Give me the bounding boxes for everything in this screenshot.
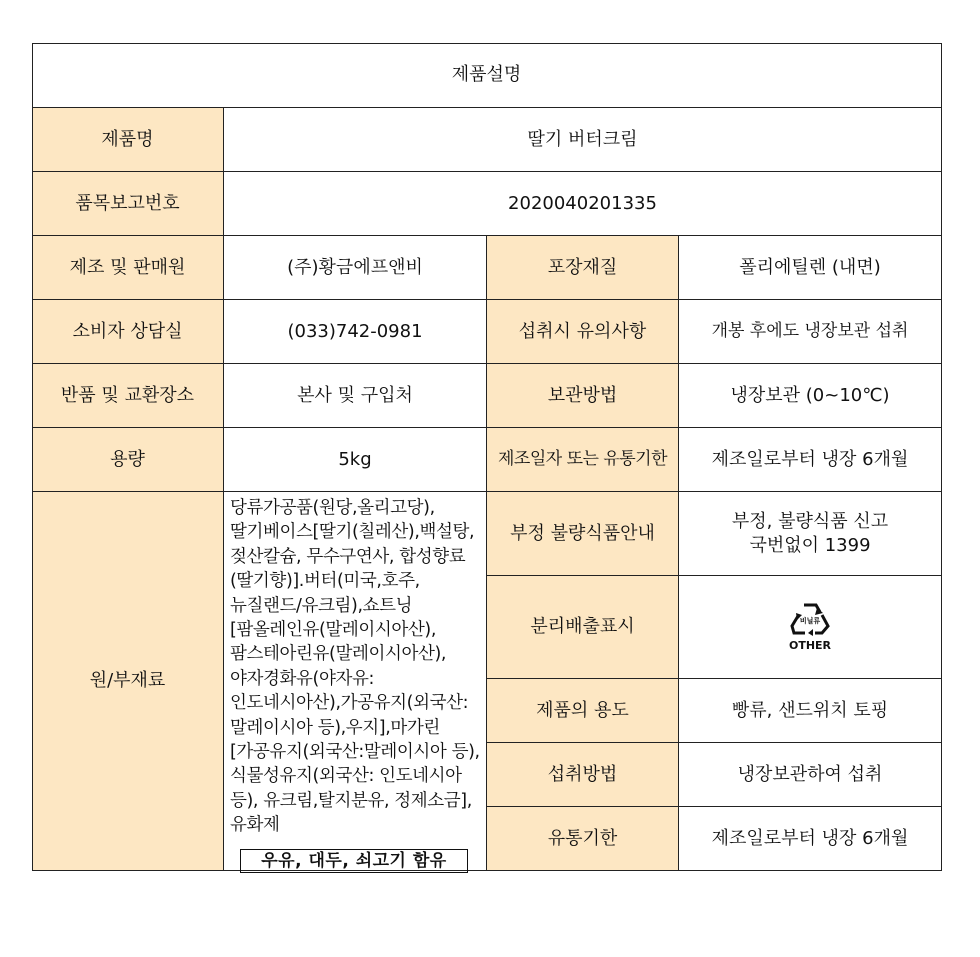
label-consumer-center: 소비자 상담실	[32, 300, 224, 364]
label-expiry-info: 제조일자 또는 유통기한	[487, 428, 679, 492]
value-bad-food	[679, 492, 942, 576]
recycle-icon	[788, 601, 832, 637]
label-usage: 제품의 용도	[487, 679, 679, 743]
value-packaging: 폴리에틸렌 (내면)	[679, 236, 942, 300]
label-ingredients: 원/부재료	[32, 492, 224, 871]
value-consumer-center: (033)742-0981	[224, 300, 487, 364]
value-product-name: 딸기 버터크림	[224, 108, 942, 172]
label-product-name: 제품명	[32, 108, 224, 172]
value-report-number: 2020040201335	[224, 172, 942, 236]
value-intake-method: 냉장보관하여 섭취	[679, 743, 942, 807]
recycle-mark	[788, 601, 832, 653]
label-intake-method: 섭취방법	[487, 743, 679, 807]
label-intake-caution: 섭취시 유의사항	[487, 300, 679, 364]
recycle-sub-label: OTHER	[788, 638, 832, 652]
label-manufacturer: 제조 및 판매원	[32, 236, 224, 300]
label-storage: 보관방법	[487, 364, 679, 428]
ingredients-text: 당류가공품(원당,올리고당),딸기베이스[딸기(칠레산),백설탕,젖산칼슘, 무수구연사, 합성향료(딸기향)].버터(미국,호주,뉴질랜드/유크림),쇼트닝[팜올레인유(말레이시아산),팜스테아린유(말레이시아산),야자경화유(야자유:인도네시아산),가공유지(외국산:말레이시아 등),우지],마가린[가공유지(외국산:말레이시아 등),식물성유지(외국산: 인도네시아 등), 유크림,탈지분유, 정제소금],유화제	[230, 498, 480, 836]
label-report-number: 품목보고번호	[32, 172, 224, 236]
label-bad-food: 부정 불량식품안내	[487, 492, 679, 576]
value-shelf-life: 제조일로부터 냉장 6개월	[679, 807, 942, 871]
value-ingredients	[224, 492, 487, 871]
label-capacity: 용량	[32, 428, 224, 492]
bad-food-line1: 부정, 불량식품 신고	[731, 511, 889, 533]
label-recycling: 분리배출표시	[487, 576, 679, 679]
label-return-place: 반품 및 교환장소	[32, 364, 224, 428]
value-intake-caution: 개봉 후에도 냉장보관 섭취	[679, 300, 942, 364]
value-return-place: 본사 및 구입처	[224, 364, 487, 428]
bad-food-line2: 국번없이 1399	[749, 534, 871, 556]
value-recycling	[679, 576, 942, 679]
value-capacity: 5kg	[224, 428, 487, 492]
value-manufacturer: (주)황금에프앤비	[224, 236, 487, 300]
label-packaging: 포장재질	[487, 236, 679, 300]
label-shelf-life: 유통기한	[487, 807, 679, 871]
value-usage: 빵류, 샌드위치 토핑	[679, 679, 942, 743]
table-title: 제품설명	[32, 43, 942, 108]
svg-text:비닐류: 비닐류	[799, 616, 821, 625]
value-storage: 냉장보관 (0~10℃)	[679, 364, 942, 428]
allergen-box: 우유, 대두, 쇠고기 함유	[240, 849, 468, 873]
value-expiry-info: 제조일로부터 냉장 6개월	[679, 428, 942, 492]
